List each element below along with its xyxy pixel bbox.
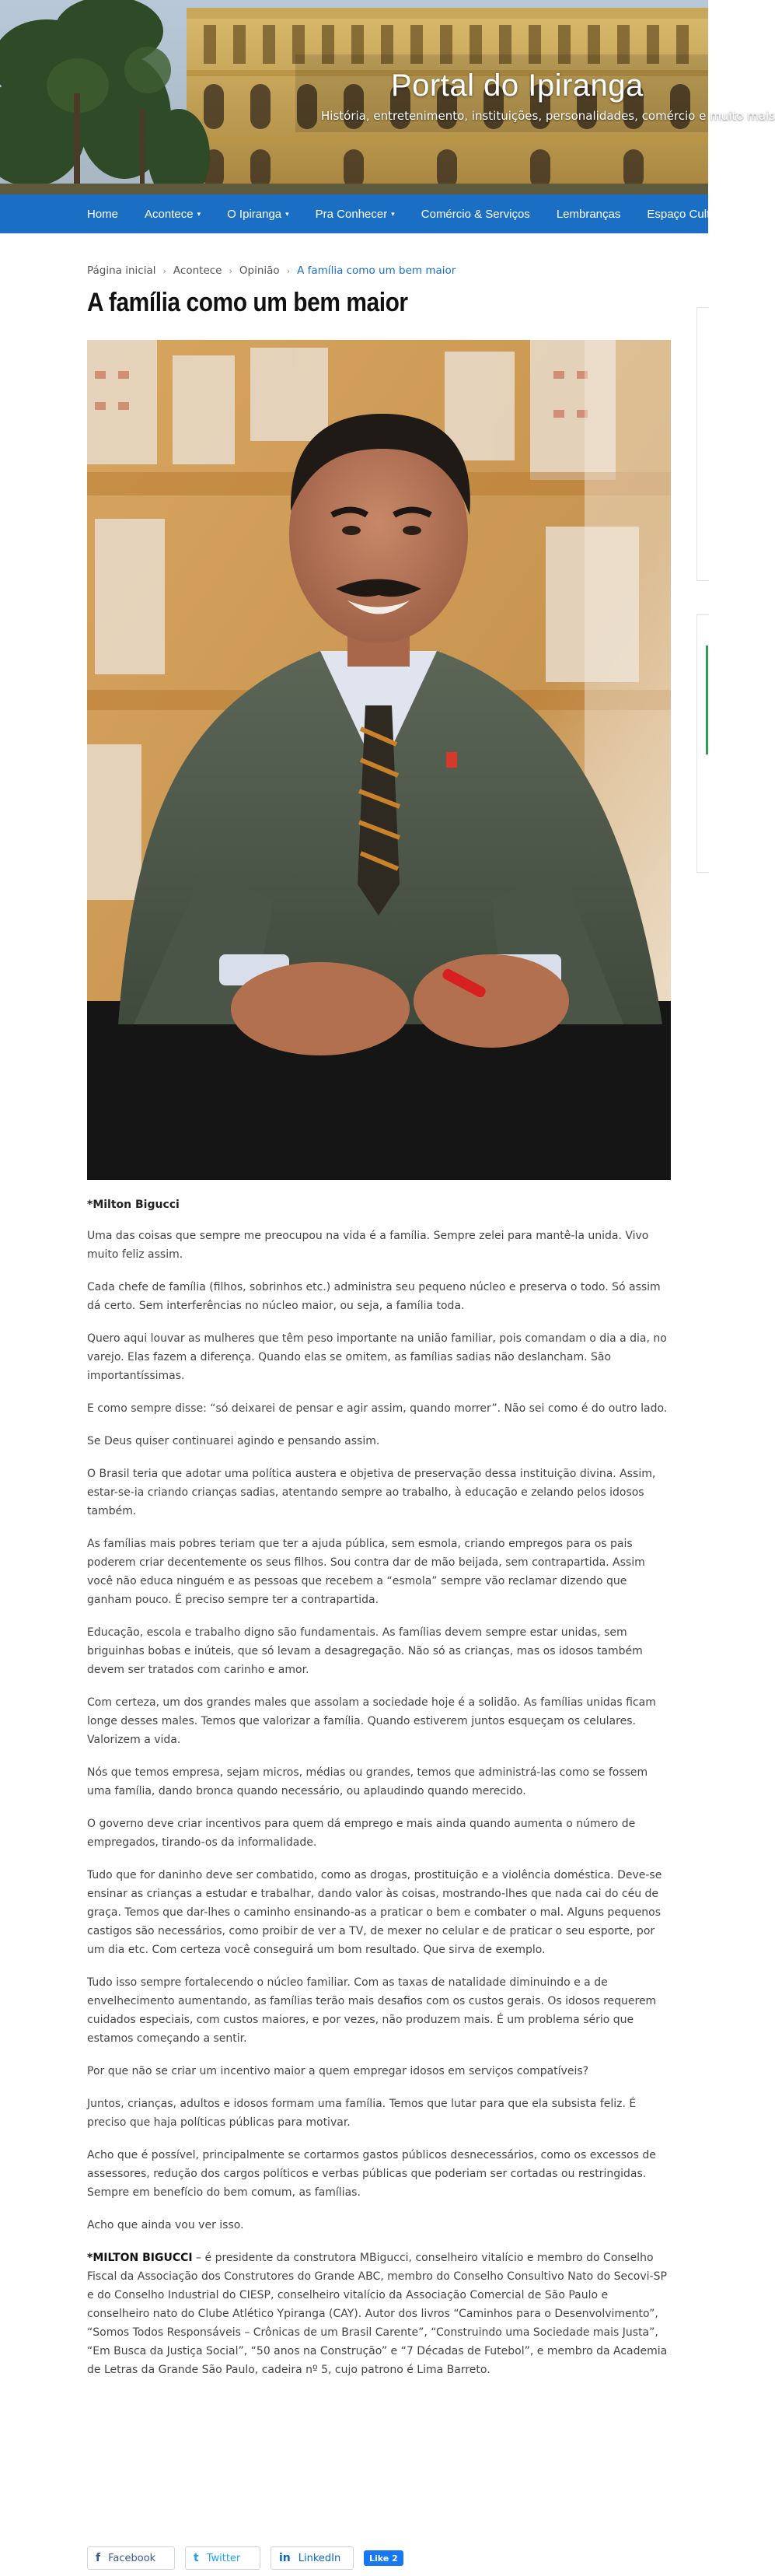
share-facebook-button[interactable]	[87, 2546, 175, 2570]
share-twitter-button[interactable]	[185, 2546, 260, 2570]
breadcrumb-acontece[interactable]: Acontece	[173, 264, 222, 277]
site-header	[0, 0, 775, 194]
breadcrumb-separator: ›	[162, 265, 166, 276]
author-bio-name: *MILTON BIGUCCI	[87, 2252, 193, 2264]
featured-image	[87, 340, 671, 1180]
chevron-down-icon: ▾	[285, 209, 289, 218]
article-paragraph: Educação, escola e trabalho digno são fundamentais. As famílias devem sempre estar unidas, sem briguinhas bobas e inúteis, que só levam a desagregação. Não só as crianças, mas os idosos também devem ser tratados com carinho e amor.	[87, 1626, 643, 1676]
main-nav	[0, 194, 730, 233]
chevron-down-icon: ▾	[391, 209, 395, 218]
breadcrumb-separator: ›	[286, 265, 291, 276]
author-bio-text: – é presidente da construtora MBigucci, conselheiro vitalício e membro do Conselho Fiscal da Associação dos Construtores do Grande ABC, membro do Conselho Consultivo Nato do Secovi-SP e do Conselho Industrial do CIESP, conselheiro vitalício da Associação Comercial de São Paulo e conselheiro nato do Clube Atlético Ypiranga (CAY). Autor dos livros “Caminhos para o Desenvolvimento”, “Somos Todos Responsáveis – Crônicas de um Brasil Carente”, “Construindo uma Sociedade mais Justa”, “Em Busca da Justiça Social”, “50 anos na Construção” e “7 Décadas de Futebol”, e membro da Academia de Letras da Grande São Paulo, cadeira nº 5, cujo patrono é Lima Barreto.	[87, 2252, 668, 2376]
article-body	[87, 1195, 671, 2393]
article-paragraph: Juntos, crianças, adultos e idosos formam uma família. Temos que lutar para que ela subsista feliz. É preciso que haja políticas públicas para motivar.	[87, 2098, 637, 2129]
breadcrumb-home[interactable]: Página inicial	[87, 264, 156, 277]
article-paragraph: Com certeza, um dos grandes males que assolam a sociedade hoje é a solidão. As famílias unidas ficam longe desses males. Temos que valorizar a família. Quando estiverem juntos esqueçam os celulares. Valorizem a vida.	[87, 1696, 656, 1746]
article-paragraph: O Brasil teria que adotar uma política austera e objetiva de preservação dessa instituição divina. Assim, estar-se-ia criando crianças sadias, atentando sempre ao trabalho, à educação e zelando pelos idosos também.	[87, 1468, 656, 1517]
page-title: A família como um bem maior	[87, 288, 408, 317]
article-paragraph: Acho que ainda vou ver isso.	[87, 2219, 244, 2231]
nav-item-pra-conhecer[interactable]: Pra Conhecer ▾	[315, 207, 395, 221]
article-paragraph: Nós que temos empresa, sejam micros, médias ou grandes, temos que administrá-las como se fossem uma família, dando bronca quando necessário, ou aplaudindo quando merecido.	[87, 1766, 648, 1797]
nav-item-acontece[interactable]: Acontece ▾	[145, 207, 201, 221]
article-paragraph: E como sempre disse: “só deixarei de pensar e agir assim, quando morrer”. Não sei como é do outro lado.	[87, 1402, 668, 1415]
article-paragraph: O governo deve criar incentivos para quem dá emprego e mais ainda quando aumenta o número de empregados, tirando-os da informalidade.	[87, 1818, 636, 1849]
site-title[interactable]: Portal do Ipiranga	[391, 68, 644, 103]
site-tagline: História, entretenimento, instituições, personalidades, comércio e muito mais	[321, 109, 775, 123]
facebook-icon: f	[96, 2552, 101, 2564]
chevron-down-icon: ▾	[197, 209, 201, 218]
article-paragraph: As famílias mais pobres teriam que ter a ajuda pública, sem esmola, criando empregos para os pais poderem criar decentemente os seus filhos. Sou contra dar de mão beijada, sem contrapartida. Assim você não educa ninguém e as pessoas que recebem a “esmola” sempre vão reclamar dizendo que ganham pouco. É preciso sempre ter a contrapartida.	[87, 1538, 645, 1606]
author-bio	[87, 2249, 671, 2379]
article-paragraph: Tudo que for daninho deve ser combatido, como as drogas, prostituição e a violência doméstica. Deve-se ensinar as crianças a estudar e trabalhar, dando valor às coisas, mostrando-lhes que nada cai do céu de graça. Temos que dar-lhes o caminho ensinando-as a praticar o bem e combater o mal. Alguns pequenos castigos são necessários, como proibir de ver a TV, de mexer no celular e de praticar o seu esporte, por um dia etc. Com certeza você conseguirá um bom resultado. Que sirva de exemplo.	[87, 1869, 662, 1956]
breadcrumb-current: A família como um bem maior	[297, 264, 456, 277]
article-paragraph: Por que não se criar um incentivo maior a quem empregar idosos em serviços compatíveis?	[87, 2065, 589, 2077]
nav-item-comercio-servicos[interactable]: Comércio & Serviços	[421, 207, 530, 221]
article-paragraph: Acho que é possível, principalmente se cortarmos gastos públicos desnecessários, como os excessos de assessores, redução dos cargos políticos e verbas públicas que poderiam ser cortadas ou restringidas. Sempre em benefício do bem comum, as famílias.	[87, 2149, 656, 2199]
linkedin-icon: in	[279, 2552, 291, 2564]
nav-item-lembrancas[interactable]: Lembranças	[556, 207, 621, 221]
article-author: *Milton Bigucci	[87, 1199, 180, 1211]
facebook-like-button[interactable]: Like 2	[364, 2550, 403, 2566]
sidebar-widget	[696, 307, 709, 581]
share-facebook-label: Facebook	[108, 2552, 156, 2564]
twitter-icon: t	[194, 2552, 199, 2564]
share-linkedin-button[interactable]	[271, 2546, 354, 2570]
share-linkedin-label: LinkedIn	[298, 2552, 341, 2564]
breadcrumb-opiniao[interactable]: Opinião	[239, 264, 280, 277]
article-paragraph: Tudo isso sempre fortalecendo o núcleo familiar. Com as taxas de natalidade diminuindo e a de envelhecimento aumentando, as famílias terão mais desafios com os custos gerais. Os idosos requerem cuidados especiais, com custos maiores, e por vezes, não produzem mais. É um problema sério que estamos começando a sentir.	[87, 1976, 657, 2045]
nav-item-o-ipiranga[interactable]: O Ipiranga ▾	[227, 207, 289, 221]
article-paragraph: Quero aqui louvar as mulheres que têm peso importante na união familiar, pois comandam o dia a dia, no varejo. Elas fazem a diferença. Quando elas se omitem, as famílias sadias não deslancham. São importantíssimas.	[87, 1332, 667, 1382]
share-twitter-label: Twitter	[206, 2552, 241, 2564]
article-paragraph: Uma das coisas que sempre me preocupou na vida é a família. Sempre zelei para mantê-la unida. Vivo muito feliz assim.	[87, 1230, 649, 1261]
sidebar-accent-bar	[706, 646, 708, 754]
share-bar	[87, 2546, 403, 2570]
breadcrumb-separator: ›	[229, 265, 232, 276]
author-portrait-image	[87, 340, 671, 1180]
article-paragraph: Cada chefe de família (filhos, sobrinhos etc.) administra seu pequeno núcleo e preserva o todo. Só assim dá certo. Sem interferências no núcleo maior, ou seja, a família toda.	[87, 1281, 661, 1312]
breadcrumb	[87, 264, 456, 277]
article-paragraph: Se Deus quiser continuarei agindo e pensando assim.	[87, 1435, 380, 1447]
nav-item-home[interactable]: Home	[87, 207, 119, 221]
nav-item-espaco-cultural[interactable]: Espaço Cultural	[647, 207, 730, 221]
